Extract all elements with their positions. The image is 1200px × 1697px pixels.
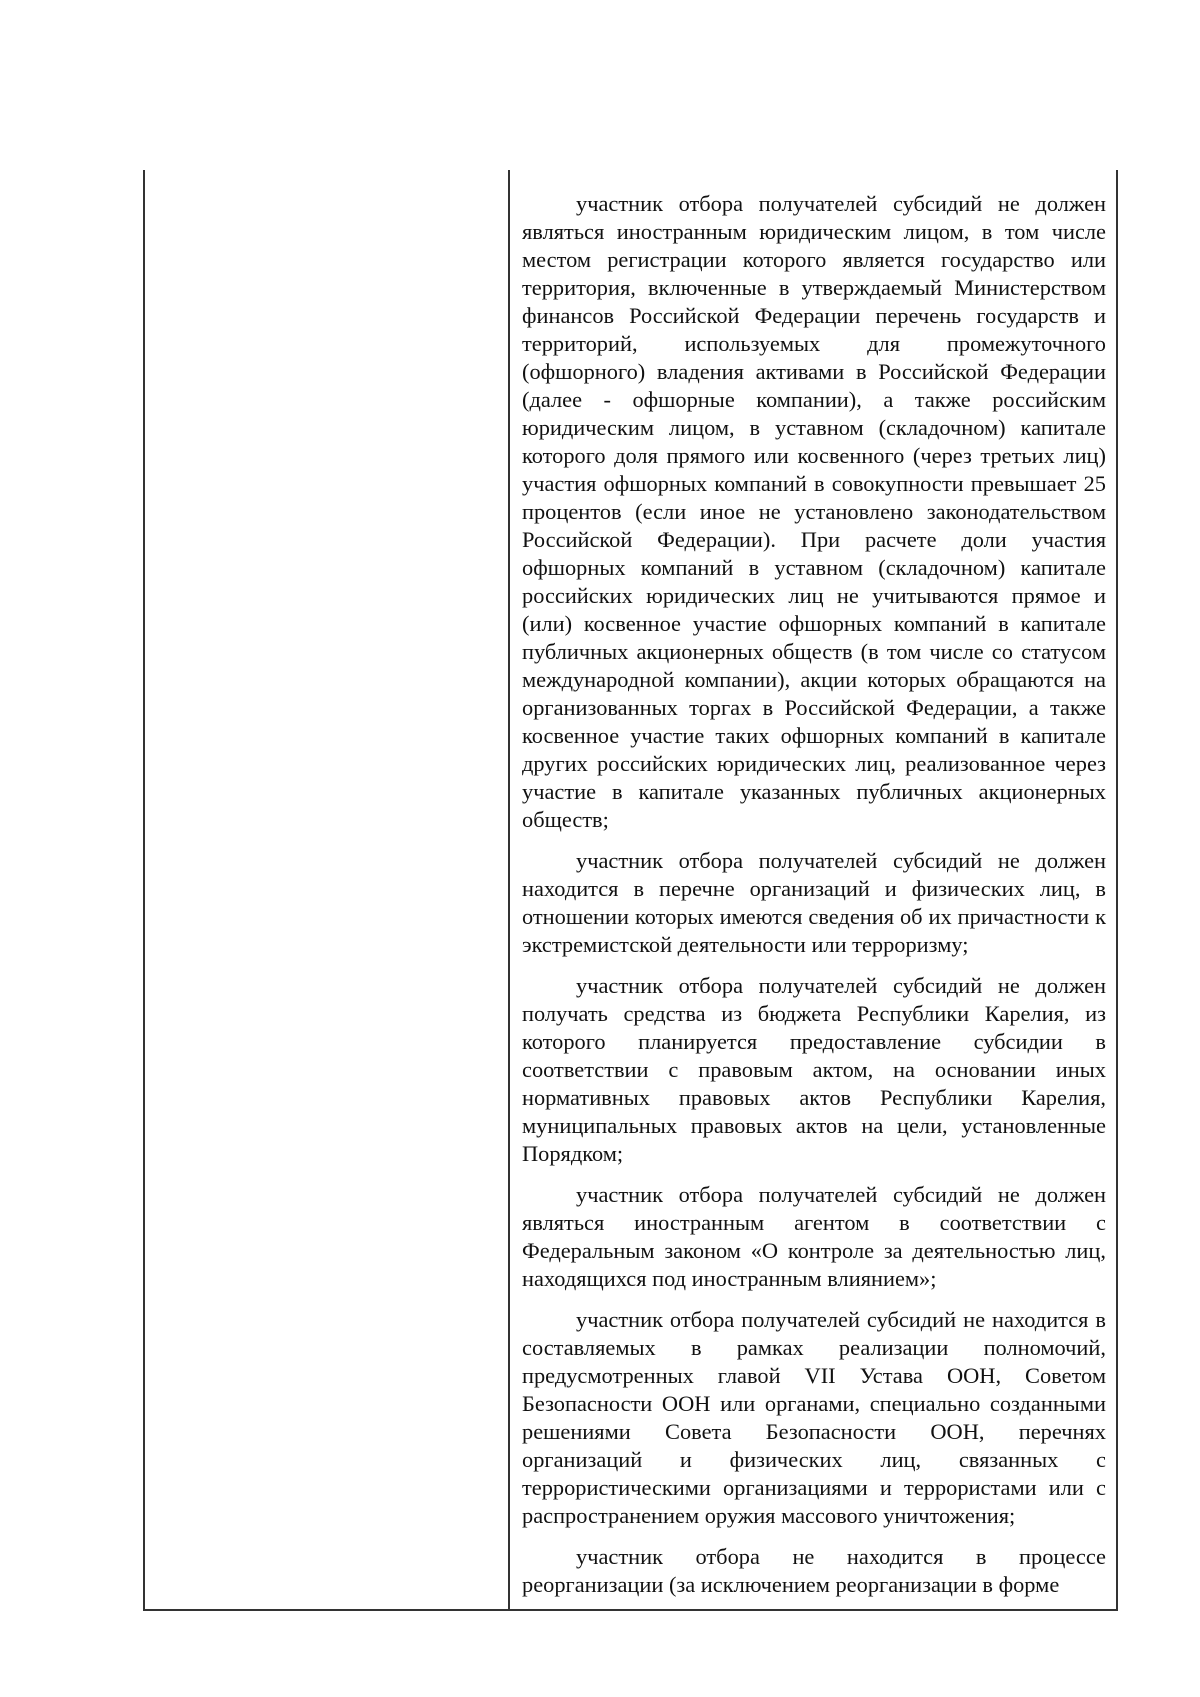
requirement-paragraph: участник отбора получателей субсидий не должен являться иностранным юридическим лицом, в том числе местом регистрации которого является государство или территория, включенные в утверждаемый Министерством финансов Российской Федерации перечень государств и территорий, используемых для промежуточного (офшорного) владения активами в Российской Федерации (далее - офшорные компании), а также российским юридическим лицом, в уставном (складочном) капитале которого доля прямого или косвенного (через третьих лиц) участия офшорных компаний в совокупности превышает 25 процентов (если иное не установлено законодательством Российской Федерации). При расчете доли участия офшорных компаний в уставном (складочном) капитале российских юридических лиц не учитываются прямое и (или) косвенное участие офшорных компаний в капитале публичных акционерных обществ (в том числе со статусом международной компании), акции которых обращаются на организованных торгах в Российской Федерации, а также косвенное участие таких офшорных компаний в капитале других российских юридических лиц, реализованное через участие в капитале указанных публичных акционерных обществ; xyxy=(522,191,1106,832)
table-left-column xyxy=(145,170,510,1609)
table-right-column xyxy=(510,170,1116,1609)
requirement-paragraph: участник отбора получателей субсидий не должен находится в перечне организаций и физических лиц, в отношении которых имеются сведения об их причастности к экстремистской деятельности или терроризму; xyxy=(522,848,1106,957)
document-table xyxy=(143,170,1118,1611)
requirement-paragraph: участник отбора получателей субсидий не должен получать средства из бюджета Республики Карелия, из которого планируется предоставление субсидии в соответствии с правовым актом, на основании иных нормативных правовых актов Республики Карелия, муниципальных правовых актов на цели, установленные Порядком; xyxy=(522,973,1106,1166)
requirement-paragraph: участник отбора получателей субсидий не находится в составляемых в рамках реализации полномочий, предусмотренных главой VII Устава ООН, Советом Безопасности ООН или органами, специально созданными решениями Совета Безопасности ООН, перечнях организаций и физических лиц, связанных с террористическими организациями и террористами или с распространением оружия массового уничтожения; xyxy=(522,1307,1106,1528)
requirement-paragraph: участник отбора не находится в процессе реорганизации (за исключением реорганизации в форме xyxy=(522,1544,1106,1597)
requirement-paragraph: участник отбора получателей субсидий не должен являться иностранным агентом в соответствии с Федеральным законом «О контроле за деятельностью лиц, находящихся под иностранным влиянием»; xyxy=(522,1182,1106,1291)
